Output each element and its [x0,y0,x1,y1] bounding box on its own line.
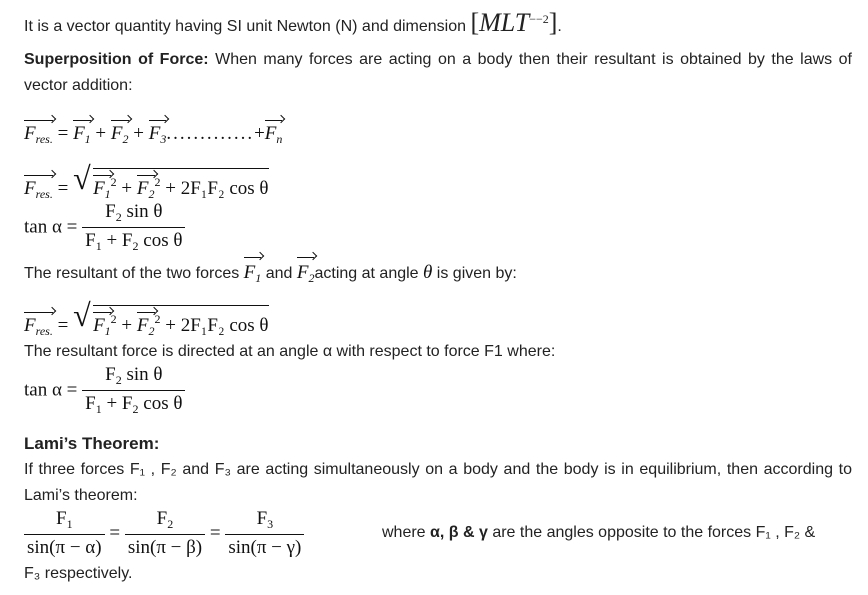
superposition-text: When many forces are acting on a body then their resultant is obtained by the laws of vector addition: [24,51,852,94]
dimension-symbol: MLT [479,8,530,37]
dimension-formula: $[MLT^{--2}]$ [470,8,558,37]
superposition-paragraph [24,47,852,99]
square-root: √ $F_1^2 + F_2^2 + 2F_1F_2$ cos θ [73,160,269,201]
f2-vector: $F_2$ [110,123,129,146]
lami-heading: Lami’s Theorem: [24,434,160,453]
f1-vector: $F_1$ [73,123,91,146]
tan-alpha-formula-2: tan α = $\frac{F_2 \sin \theta}{F_1 + F_2 \cos \theta}$ [24,364,185,417]
f3-vector: $F_3$ [148,123,167,146]
fn-vector: $F_n$ [264,123,283,146]
superposition-formula: $F_{res.} = F_1 + F_2 + F_3.............+F_n$ [24,123,283,146]
lami-formula: $\frac{F_1}{\sin(\pi - \alpha)}$ = $\frac{F_2}{\sin(\pi - \beta)}$ = $\frac{F_3}{\sin(\pi - \gamma)}$ [24,508,304,559]
intro-line: It is a vector quantity having SI unit Newton (N) and dimension $[MLT^{--2}]$. [24,8,562,37]
fres-vector: $F_{res.}$ [24,123,53,146]
resultant-text: The resultant of the two forces $F_1$ and $F_2acting$ at angle θ is given by: [24,260,517,291]
lami-paragraph: If three forces F₁ , F₂ and F₃ are acting simultaneously on a body and the body is in equilibrium, then according to Lami’s theorem: [24,461,852,504]
direction-text: The resultant force is directed at an angle α with respect to force F1 where: [24,343,556,360]
intro-text: It is a vector quantity having SI unit Newton (N) and dimension [24,18,466,35]
superposition-heading: Superposition of Force: [24,51,209,68]
resultant-magnitude-formula-2: $F_{res.}$ = √ $F_1^2 + F_2^2 + 2F_1F_2$ cos θ [24,297,269,338]
lami-respectively: F₃ respectively. [24,565,133,582]
resultant-magnitude-formula-1: $F_{res.}$ = √ $F_1^2 + F_2^2 + 2F_1F_2$ cos θ [24,160,269,201]
dimension-power: −−2 [529,12,549,26]
lami-where-text: where α, β & γ are the angles opposite to the forces F₁ , F₂ & [382,524,816,541]
sum-dots: ............. [166,123,255,144]
tan-alpha-formula-1: tan α = $\frac{F_2 \sin \theta}{F_1 + F_2 \cos \theta}$ [24,201,185,254]
